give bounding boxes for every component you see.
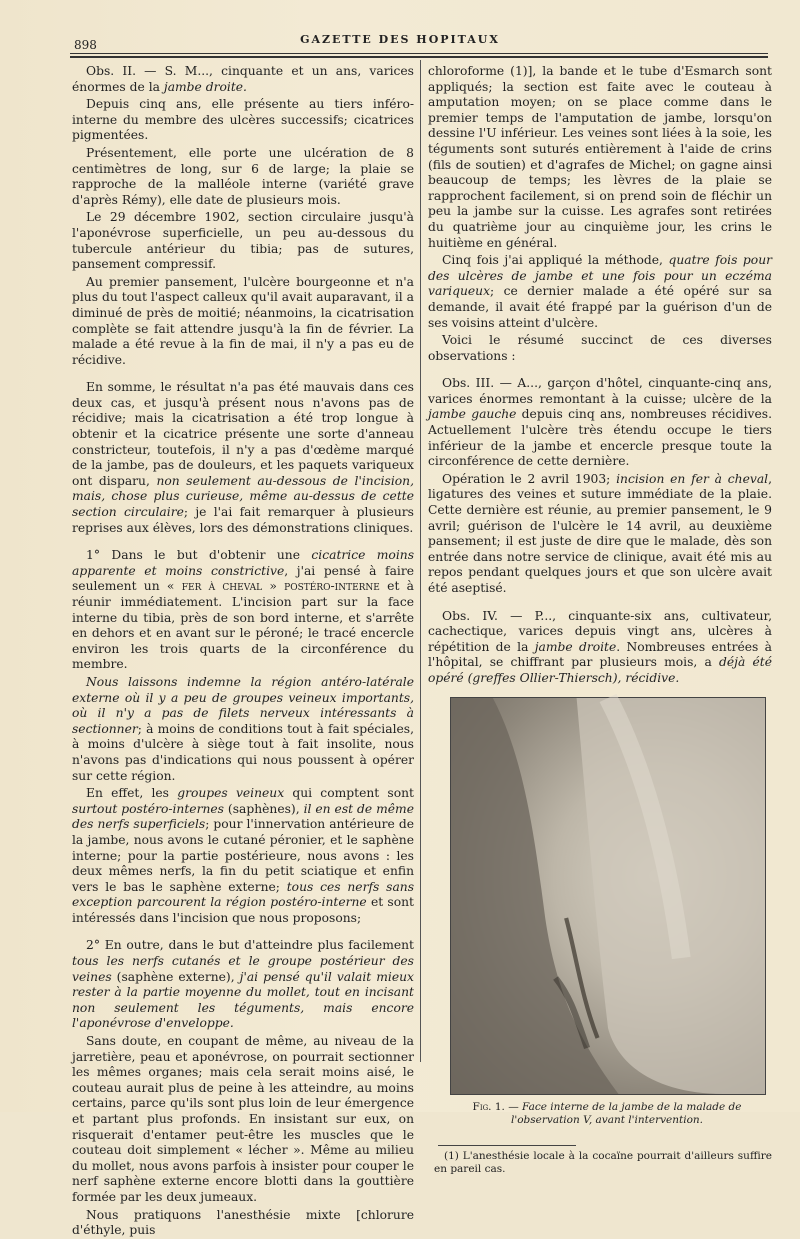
text: . Nombreuses entrées à l'hôpital, se chiffrant par plusieurs mois, a bbox=[428, 639, 772, 670]
paragraph bbox=[428, 472, 772, 597]
paragraph: Sans doute, en coupant de même, au niveau de la jarretière, peau et aponévrose, on pourrait sectionner les mêmes organes; mais cela serait moins aisé, le couteau aurait plus de peine à les atteindre, au moins certains, parce qu'ils sont plus loin de leur émergence et partant plus profonds. En insistant sur eux, on risquerait d'entamer peut-être les muscles que le couteau doit simplement « lécher ». Même au milieu du mollet, nous avons parfois à insister pour couper le nerf saphène externe encore blotti dans la gouttière formée par les deux jumeaux. bbox=[72, 1034, 414, 1204]
text: En effet, les bbox=[86, 786, 178, 801]
obs-3 bbox=[428, 376, 772, 470]
paragraph bbox=[428, 253, 772, 331]
obs-2-emph: jambe droite. bbox=[163, 79, 247, 94]
paragraph bbox=[72, 786, 414, 926]
text: et sont intéressés dans l'incision que nous proposons; bbox=[72, 895, 414, 925]
text: , j'ai pensé à faire seulement un « bbox=[72, 563, 414, 594]
text: Opération le 2 avril 1903; bbox=[442, 471, 617, 486]
text: ; je l'ai fait remarquer à plusieurs reprises aux élèves, lors des démonstrations cliniques. bbox=[72, 505, 414, 535]
caption-label: Fig. 1. — bbox=[472, 1100, 523, 1113]
leg-photograph bbox=[450, 697, 766, 1095]
emph-text: quatre fois pour des ulcères de jambe et une fois pour un eczéma variqueux bbox=[428, 253, 773, 299]
paragraph: Au premier pansement, l'ulcère bourgeonne et n'a plus du tout l'aspect calleux qu'il avait auparavant, il a diminué de près de moitié; néanmoins, la cicatrisation complète se fait attendre jusqu'à la fin de février. La malade a été revue à la fin de mai, il n'y a pas eu de récidive. bbox=[72, 274, 414, 367]
emph-text: tous les nerfs cutanés et le groupe postérieur des veines bbox=[72, 954, 414, 984]
emph-text: non seulement au-dessous de l'incision, mais, chose plus curieuse, même au-dessus de cette section circulaire bbox=[72, 473, 414, 520]
obs-4 bbox=[428, 609, 772, 687]
emph-text: tous ces nerfs sans exception parcourent la région postéro-interne bbox=[72, 879, 415, 910]
text: (saphènes), bbox=[223, 801, 304, 816]
emph-text: il en est de même des nerfs superficiels bbox=[72, 801, 414, 832]
text: Cinq fois j'ai appliqué la méthode, bbox=[442, 253, 669, 268]
emph-text: surtout postéro-internes bbox=[72, 801, 224, 816]
paragraph bbox=[72, 380, 414, 536]
text: qui comptent sont bbox=[284, 786, 414, 801]
page-number: 898 bbox=[74, 38, 97, 52]
header-rule bbox=[70, 53, 768, 54]
emph-text: déjà été opéré (greffes Ollier-Thiersch), récidive. bbox=[428, 655, 772, 685]
emph-text: cicatrice moins apparente et moins constrictive bbox=[72, 548, 414, 578]
text: ; à moins de conditions tout à fait spéciales, à moins d'ulcère à siège tout à fait insolite, nous n'avons pas d'indications qui nous poussent à opérer sur cette région. bbox=[72, 721, 414, 783]
paragraph bbox=[72, 675, 414, 784]
text: En somme, le résultat n'a pas été mauvais dans ces deux cas, et jusqu'à présent nous n'avons pas de récidive; mais la cicatrisation a été trop longue à obtenir et la cicatrice présente une sorte d'anneau constricteur, toutefois, il n'y a pas d'œdème marqué de la jambe, pas de douleurs, et les paquets variqueux ont disparu, bbox=[72, 380, 414, 488]
leg-illustration bbox=[451, 698, 765, 1094]
emph-text: groupes veineux bbox=[177, 786, 285, 801]
caption-text: Face interne de la jambe de la malade de l'observation V, avant l'intervention. bbox=[510, 1100, 742, 1126]
emph-text: j'ai pensé qu'il valait mieux rester à la partie moyenne du mollet, tout en incisant non seulement les téguments, mais encore l'aponévrose d'enveloppe. bbox=[72, 969, 414, 1031]
running-head: GAZETTE DES HOPITAUX bbox=[300, 33, 500, 46]
smallcaps-text: fer à cheval » postéro-interne bbox=[181, 579, 380, 594]
footnote: (1) L'anesthésie locale à la cocaïne pourrait d'ailleurs suffire en pareil cas. bbox=[434, 1149, 772, 1175]
obs-2-text: Obs. II. — S. M..., cinquante et un ans, varices énormes de la bbox=[72, 64, 414, 94]
text: et à réunir immédiatement. L'incision part sur la face interne du tibia, près de son bord interne, et s'arrête en dehors et en avant sur le péroné; le tracé encercle environ les trois quarts de la circonférence du membre. bbox=[72, 579, 415, 672]
paragraph: Présentement, elle porte une ulcération de 8 centimètres de long, sur 6 de large; la plaie se rapproche de la malléole interne (variété grave d'après Rémy), elle date de plusieurs mois. bbox=[72, 145, 414, 207]
paragraph bbox=[72, 548, 414, 673]
text: 1° Dans le but d'obtenir une bbox=[86, 548, 312, 563]
header-rule-thick bbox=[70, 56, 768, 58]
emph-text: jambe gauche bbox=[428, 407, 517, 422]
emph-text: jambe droite bbox=[534, 639, 617, 654]
text: ; pour l'innervation antérieure de la jambe, nous avons le cutané péronier, et le saphène interne; pour la partie postérieure, nous avons : les deux mêmes nerfs, la fin du petit sciatique et enfin vers le bas le saphène externe; bbox=[72, 817, 415, 894]
paragraph bbox=[72, 938, 414, 1032]
text: , ligatures des veines et suture immédiate de la plaie. Cette dernière est réunie, au premier pansement, le 9 avril; guérison de l'ulcère le 14 avril, au deuxième pansement; il est juste de dire que le malade, dès son entrée dans notre service de clinique, avait été mis au repos pendant quelques jours et que son ulcère avait été aseptisé. bbox=[428, 471, 772, 595]
paragraph: chloroforme (1)], la bande et le tube d'Esmarch sont appliqués; la section est faite avec le couteau à amputation moyen; on se place comme dans le premier temps de l'amputation de jambe, lorsqu'on dessine l'U inférieur. Les veines sont liées à la soie, les téguments sont suturés entièrement à l'aide de crins (fils de soutien) et d'agrafes de Michel; on gagne ainsi beaucoup de temps; les lèvres de la plaie se rapprochent facilement, si on prend soin de fléchir un peu la jambe sur la cuisse. Les agrafes sont retirées du quatrième jour au cinquième jour, les crins le huitième en général. bbox=[428, 64, 772, 250]
emph-text: Nous laissons indemne la région antéro-latérale externe où il y a peu de groupes veineux importants, où il n'y a pas de filets nerveux intéressants à sectionner bbox=[72, 674, 414, 736]
left-column bbox=[72, 64, 415, 1238]
obs-2-heading bbox=[72, 64, 414, 95]
text: (saphène externe), bbox=[111, 969, 240, 984]
paragraph: Depuis cinq ans, elle présente au tiers inféro-interne du membre des ulcères successifs; cicatrices pigmentées. bbox=[72, 97, 414, 143]
text: ; ce dernier malade a été opéré sur sa demande, il avait été frappé par la guérison d'un de ses voisins atteint d'ulcère. bbox=[428, 284, 772, 330]
paragraph: Voici le résumé succinct de ces diverses observations : bbox=[428, 333, 772, 363]
paragraph: Le 29 décembre 1902, section circulaire jusqu'à l'aponévrose superficielle, un peu au-dessous du tubercule antérieur du tibia; pas de sutures, pansement compressif. bbox=[72, 210, 414, 272]
footnote-rule bbox=[438, 1145, 576, 1146]
text: Obs. III. — A..., garçon d'hôtel, cinquante-cinq ans, varices énormes remontant à la cuisse; ulcère de la bbox=[428, 376, 772, 406]
figure-caption bbox=[448, 1101, 766, 1127]
text: Obs. IV. — P..., cinquante-six ans, cultivateur, cachectique, varices depuis vingt ans, ulcères à répétition de la bbox=[428, 608, 772, 654]
paragraph: Nous pratiquons l'anesthésie mixte [chlorure d'éthyle, puis bbox=[72, 1207, 414, 1238]
text: 2° En outre, dans le but d'atteindre plus facilement bbox=[86, 938, 414, 953]
column-divider bbox=[420, 60, 421, 1062]
text: depuis cinq ans, nombreuses récidives. Actuellement l'ulcère très étendu occupe le tiers inférieur de la jambe et encercle presque toute la circonférence de cette dernière. bbox=[428, 407, 772, 469]
emph-text: incision en fer à cheval bbox=[616, 471, 769, 486]
right-column bbox=[428, 64, 773, 1175]
